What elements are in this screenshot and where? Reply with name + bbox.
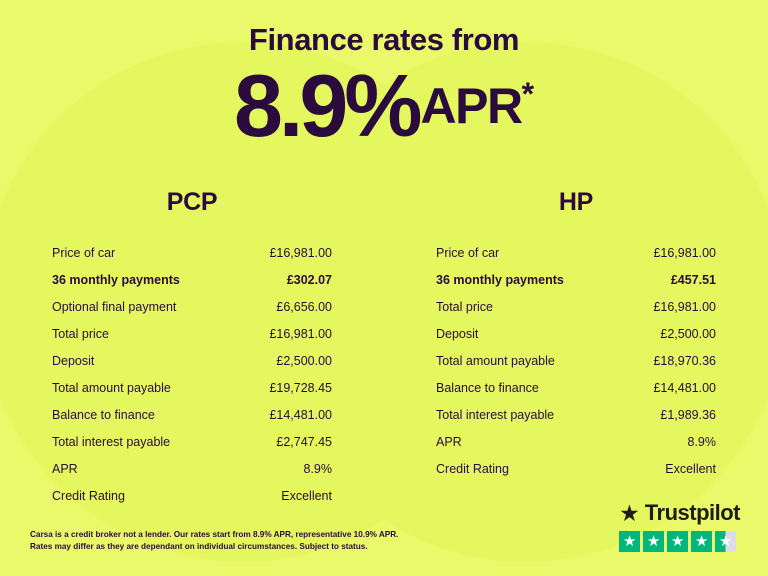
- row-label: 36 monthly payments: [436, 272, 564, 287]
- table-row: [436, 320, 716, 347]
- row-label: APR: [436, 434, 462, 449]
- table-row: [436, 374, 716, 401]
- row-value: £16,981.00: [653, 299, 716, 314]
- trustpilot-rating-stars: [619, 531, 740, 552]
- trustpilot-widget[interactable]: [619, 500, 740, 552]
- row-label: Balance to finance: [436, 380, 539, 395]
- table-row: [52, 266, 332, 293]
- row-value: 8.9%: [687, 434, 716, 449]
- table-row: [436, 455, 716, 482]
- table-row: [436, 239, 716, 266]
- row-value: £19,728.45: [269, 380, 332, 395]
- row-value: £14,481.00: [653, 380, 716, 395]
- column-title-hp: HP: [558, 188, 594, 216]
- table-row: [436, 401, 716, 428]
- table-row: [52, 320, 332, 347]
- finance-column-hp: [384, 188, 768, 509]
- row-label: APR: [52, 461, 78, 476]
- star-half-icon: ★: [715, 531, 736, 552]
- table-row: [436, 428, 716, 455]
- legal-disclaimer: [30, 529, 398, 554]
- row-value: £2,500.00: [660, 326, 716, 341]
- trustpilot-star-icon: ★: [619, 499, 640, 526]
- row-label: Total interest payable: [436, 407, 555, 422]
- row-label: Total interest payable: [52, 434, 171, 449]
- row-value: £18,970.36: [653, 353, 716, 368]
- headline-rate: [0, 56, 768, 155]
- table-row: [52, 401, 332, 428]
- row-value: £16,981.00: [653, 245, 716, 260]
- page-title: Finance rates from: [248, 22, 520, 57]
- row-value: £2,747.45: [276, 434, 332, 449]
- row-value: £302.07: [286, 272, 332, 287]
- row-label: Total price: [52, 326, 109, 341]
- rate-asterisk: *: [521, 76, 535, 112]
- rates-table-pcp: [52, 239, 332, 509]
- table-row: [52, 428, 332, 455]
- star-icon: ★: [619, 531, 640, 552]
- row-value: Excellent: [665, 461, 716, 476]
- table-row: [436, 266, 716, 293]
- trustpilot-logo: [619, 500, 740, 526]
- row-value: 8.9%: [303, 461, 332, 476]
- rates-table-hp: [436, 239, 716, 482]
- row-value: £6,656.00: [276, 299, 332, 314]
- row-value: Excellent: [281, 488, 332, 503]
- row-value: £457.51: [670, 272, 716, 287]
- table-row: [436, 347, 716, 374]
- table-row: [52, 293, 332, 320]
- column-title-pcp: PCP: [166, 188, 218, 216]
- row-label: Total price: [436, 299, 493, 314]
- table-row: [52, 347, 332, 374]
- row-label: 36 monthly payments: [52, 272, 180, 287]
- table-row: [52, 455, 332, 482]
- row-value: £14,481.00: [269, 407, 332, 422]
- row-value: £16,981.00: [269, 245, 332, 260]
- row-value: £1,989.36: [660, 407, 716, 422]
- finance-column-pcp: [0, 188, 384, 509]
- row-label: Price of car: [52, 245, 116, 260]
- trustpilot-name: Trustpilot: [644, 500, 740, 525]
- row-label: Credit Rating: [436, 461, 509, 476]
- row-label: Balance to finance: [52, 407, 155, 422]
- star-icon: ★: [643, 531, 664, 552]
- row-label: Credit Rating: [52, 488, 125, 503]
- finance-columns: [0, 188, 768, 509]
- table-row: [52, 374, 332, 401]
- row-label: Total amount payable: [436, 353, 555, 368]
- row-label: Optional final payment: [52, 299, 177, 314]
- table-row: [436, 293, 716, 320]
- row-label: Total amount payable: [52, 380, 171, 395]
- rate-value: 8.9%: [233, 56, 419, 155]
- star-icon: ★: [667, 531, 688, 552]
- disclaimer-line-2: Rates may differ as they are dependant on individual circumstances. Subject to status.: [30, 542, 368, 552]
- row-label: Deposit: [436, 326, 479, 341]
- row-value: £16,981.00: [269, 326, 332, 341]
- disclaimer-line-1: Carsa is a credit broker not a lender. Our rates start from 8.9% APR, representative 10.9% APR.: [30, 529, 399, 539]
- row-label: Deposit: [52, 353, 95, 368]
- row-value: £2,500.00: [276, 353, 332, 368]
- rate-unit: APR: [420, 78, 522, 134]
- row-label: Price of car: [436, 245, 500, 260]
- table-row: [52, 239, 332, 266]
- table-row: [52, 482, 332, 509]
- star-icon: ★: [691, 531, 712, 552]
